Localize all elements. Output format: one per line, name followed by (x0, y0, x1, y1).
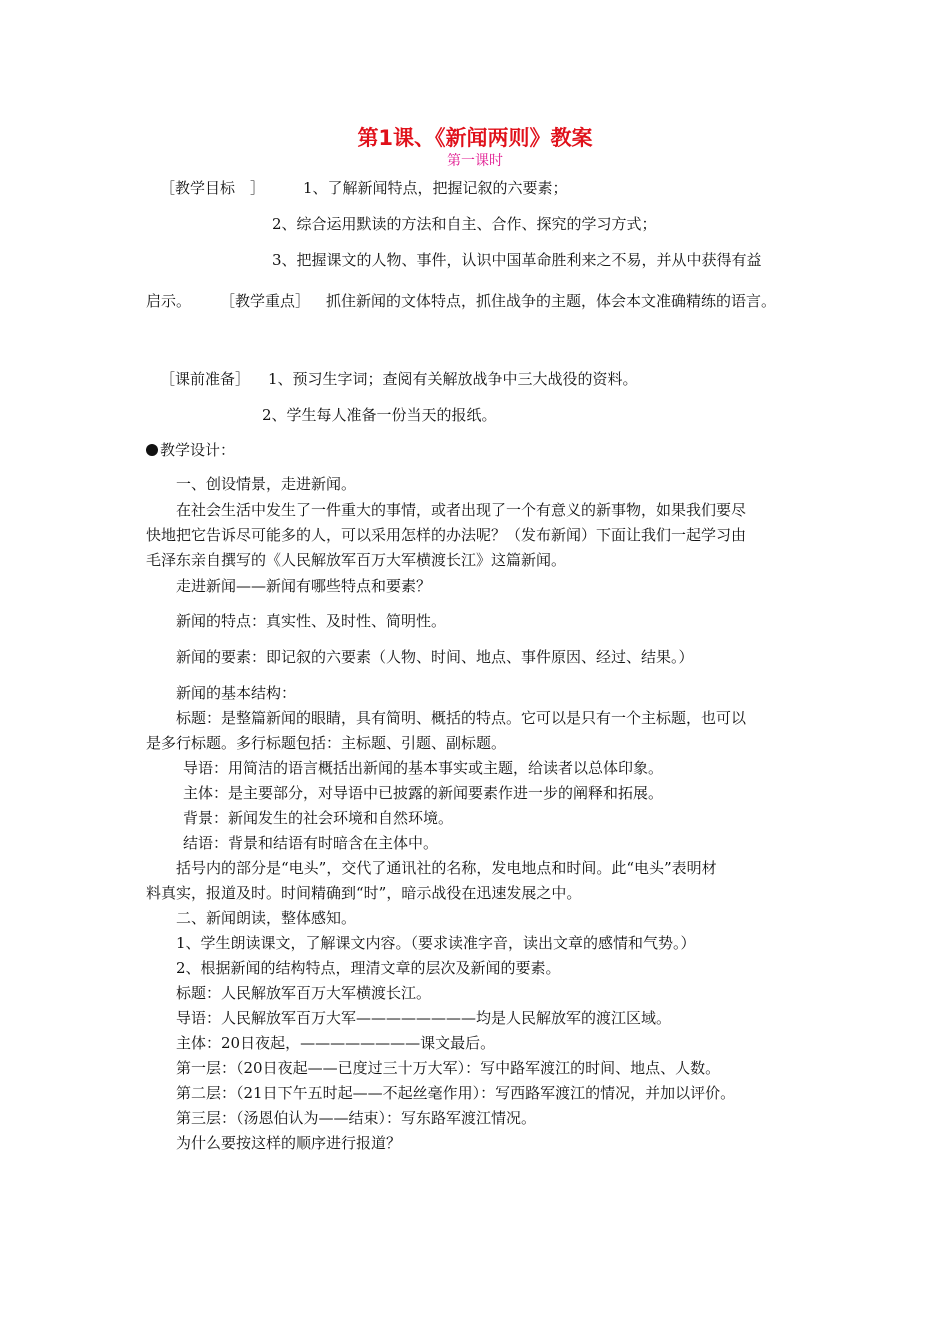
design-line: 标题：是整篇新闻的眼睛，具有简明、概括的特点。它可以是只有一个主标题，也可以 (176, 709, 747, 727)
design-line: 导语：用简洁的语言概括出新闻的基本事实或主题，给读者以总体印象。 (183, 759, 664, 777)
objectives-label: ［教学目标 ］ (160, 179, 266, 197)
design-line: 第二层：（21日下午五时起——不起丝毫作用）：写西路军渡江的情况，并加以评价。 (176, 1084, 736, 1102)
design-line: 括号内的部分是“电头”，交代了通讯社的名称，发电地点和时间。此“电头”表明材 (176, 859, 717, 877)
objective-item-3-cont: 启示。 (146, 292, 192, 310)
design-line: 2、根据新闻的结构特点，理清文章的层次及新闻的要素。 (176, 959, 561, 977)
design-line: 结语：背景和结语有时暗含在主体中。 (183, 834, 439, 852)
design-line: 第一层：（20日夜起——已度过三十万大军）：写中路军渡江的时间、地点、人数。 (176, 1059, 721, 1077)
design-line: 是多行标题。多行标题包括：主标题、引题、副标题。 (146, 734, 507, 752)
objective-item-1: 1、了解新闻特点，把握记叙的六要素； (303, 179, 568, 197)
design-line: 走进新闻——新闻有哪些特点和要素？ (176, 577, 432, 595)
page-subtitle: 第一课时 (447, 153, 503, 169)
design-line: 导语：人民解放军百万大军————————均是人民解放军的渡江区域。 (176, 1009, 672, 1027)
objective-item-3: 3、把握课文的人物、事件，认识中国革命胜利来之不易，并从中获得有益 (272, 251, 762, 269)
preparation-item-1: 1、预习生字词；查阅有关解放战争中三大战役的资料。 (268, 370, 638, 388)
design-line: 毛泽东亲自撰写的《人民解放军百万大军横渡长江》这篇新闻。 (146, 551, 567, 569)
preparation-item-2: 2、学生每人准备一份当天的报纸。 (262, 406, 497, 424)
design-line: 快地把它告诉尽可能多的人，可以采用怎样的办法呢？（发布新闻）下面让我们一起学习由 (146, 526, 747, 544)
design-line: 为什么要按这样的顺序进行报道？ (176, 1134, 402, 1152)
objective-item-2: 2、综合运用默读的方法和自主、合作、探究的学习方式； (272, 215, 657, 233)
design-line: 一、创设情景，走进新闻。 (176, 475, 357, 493)
design-line: 1、学生朗读课文，了解课文内容。（要求读准字音，读出文章的感情和气势。） (176, 934, 696, 952)
design-line: 新闻的要素：即记叙的六要素（人物、时间、地点、事件原因、经过、结果。） (176, 648, 694, 666)
design-line: 料真实，报道及时。时间精确到“时”，暗示战役在迅速发展之中。 (146, 884, 582, 902)
design-line: 新闻的基本结构： (176, 684, 297, 702)
focus-text: 抓住新闻的文体特点，抓住战争的主题，体会本文准确精练的语言。 (326, 292, 777, 310)
bullet-icon (146, 444, 158, 456)
page-title: 第1课、《新闻两则》教案 (357, 126, 593, 150)
design-line: 新闻的特点：真实性、及时性、简明性。 (176, 612, 447, 630)
design-line: 在社会生活中发生了一件重大的事情，或者出现了一个有意义的新事物，如果我们要尽 (176, 501, 747, 519)
focus-label: ［教学重点］ (220, 292, 311, 310)
design-line: 主体：是主要部分，对导语中已披露的新闻要素作进一步的阐释和拓展。 (183, 784, 664, 802)
preparation-label: ［课前准备］ (160, 370, 251, 388)
design-line: 第三层：（汤恩伯认为——结束）：写东路军渡江情况。 (176, 1109, 537, 1127)
design-line: 标题：人民解放军百万大军横渡长江。 (176, 984, 432, 1002)
design-line: 主体：20日夜起，————————课文最后。 (176, 1034, 496, 1052)
design-line: 背景：新闻发生的社会环境和自然环境。 (183, 809, 454, 827)
design-heading (146, 440, 235, 460)
design-heading-text: 教学设计： (160, 441, 236, 459)
design-line: 二、新闻朗读，整体感知。 (176, 909, 357, 927)
